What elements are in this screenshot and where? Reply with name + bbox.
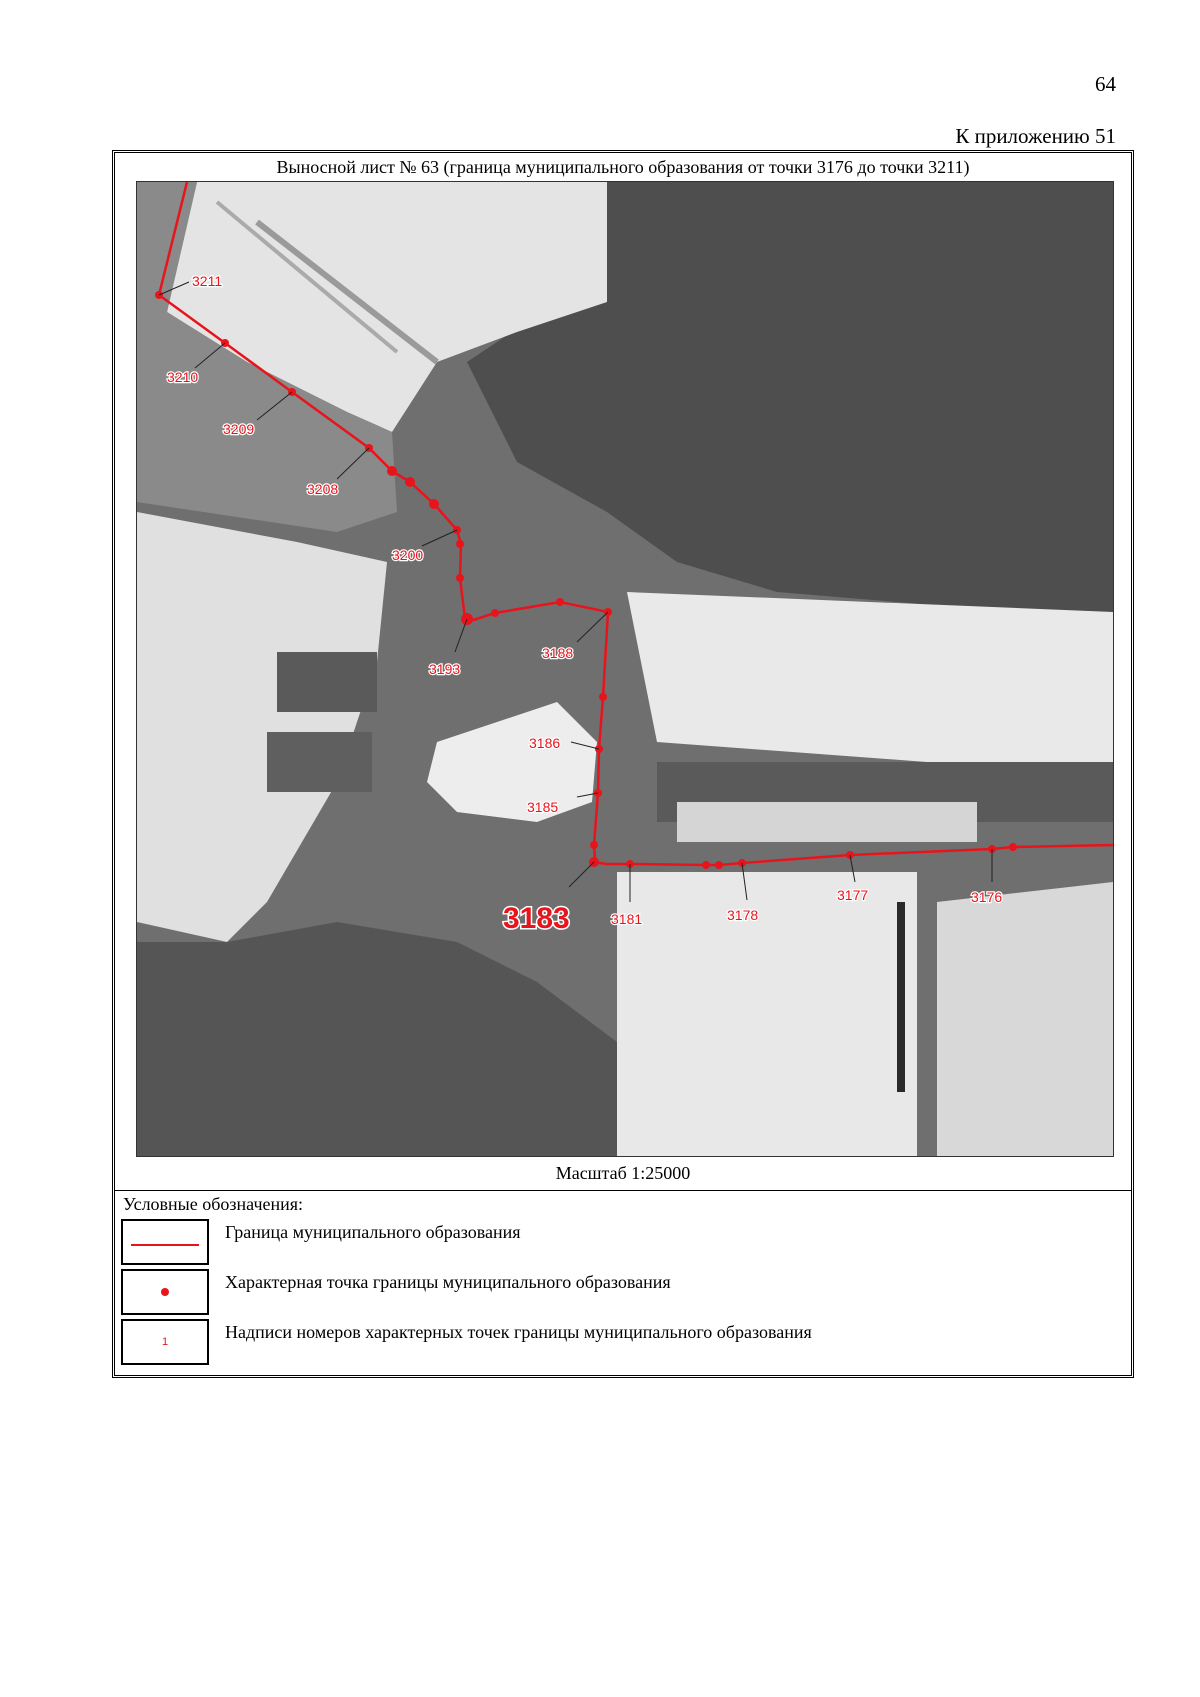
label-3176: 3176 [971, 889, 1003, 905]
legend-divider [115, 1190, 1131, 1191]
label-3185: 3185 [527, 799, 559, 815]
legend-item-label [121, 1319, 1121, 1367]
legend-text-boundary: Граница муниципального образования [225, 1222, 521, 1242]
legend-text-label: Надписи номеров характерных точек границы муниципального образования [225, 1322, 812, 1342]
dot-icon [161, 1288, 169, 1296]
map-canvas [137, 182, 1113, 1156]
satellite-map[interactable] [136, 181, 1114, 1157]
map-scale: Масштаб 1:25000 [555, 1163, 691, 1183]
label-icon: 1 [161, 1336, 169, 1348]
sheet-frame [112, 150, 1134, 1378]
legend-item-boundary [121, 1219, 1121, 1267]
page-number: 64 [1095, 72, 1116, 96]
line-icon [131, 1244, 199, 1246]
legend-item-point [121, 1269, 1121, 1317]
label-3188: 3188 [542, 645, 574, 661]
legend-label-symbol [121, 1319, 209, 1365]
field-strip-1 [277, 652, 377, 712]
legend-line-symbol [121, 1219, 209, 1265]
label-3211: 3211 [192, 273, 223, 289]
label-3210: 3210 [167, 369, 199, 385]
label-3178: 3178 [727, 907, 759, 923]
annex-label: К приложению 51 [955, 124, 1116, 148]
label-3208: 3208 [307, 481, 339, 497]
field-bottom-far-right [937, 882, 1113, 1156]
label-3186: 3186 [529, 735, 561, 751]
label-3181: 3181 [611, 911, 643, 927]
label-3209: 3209 [223, 421, 255, 437]
label-3200: 3200 [392, 547, 424, 563]
label-3177: 3177 [837, 887, 869, 903]
label-3183: 3183 [503, 902, 570, 935]
field-bottom-right [617, 872, 917, 1156]
legend-title: Условные обозначения: [123, 1194, 304, 1214]
field-right-upper [627, 592, 1113, 772]
legend-dot-symbol [121, 1269, 209, 1315]
legend-text-point: Характерная точка границы муниципального образования [225, 1272, 671, 1292]
label-3193: 3193 [429, 661, 461, 677]
field-strip-2 [267, 732, 372, 792]
sheet-title: Выносной лист № 63 (граница муниципального образования от точки 3176 до точки 3211) [276, 157, 970, 177]
